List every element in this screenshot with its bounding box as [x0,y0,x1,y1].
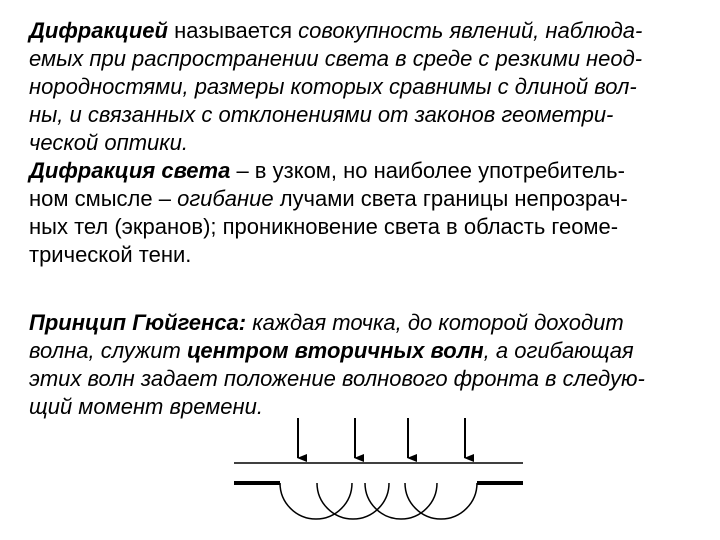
definition-line-3: нородностями, размеры которых сравнимы с длиной вол- [29,74,637,99]
huygens-line-4: щий момент времени. [29,394,263,419]
huygens-text: каждая точка, до которой доходит [246,310,624,335]
secondary-wavelet [365,483,437,519]
light-diffraction-text-a: ном смысле – [29,186,178,211]
term-light-diffraction: Дифракция света [29,158,231,183]
light-diffraction-line-1 [29,157,625,185]
term-bending: огибание [177,186,274,211]
definition-line-5: ческой оптики. [29,130,188,155]
definition-text-start: совокупность явлений, наблюда- [298,18,643,43]
light-diffraction-line-2 [29,185,628,213]
definition-line-1 [29,17,642,45]
secondary-wavelet [317,483,389,519]
light-diffraction-text-c: лучами света границы непрозрач- [273,186,628,211]
secondary-wavelet [405,483,477,519]
secondary-wavelet [280,483,352,519]
huygens-line-3: этих волн задает положение волнового фронта в следую- [29,366,645,391]
definition-line-2: емых при распространении света в среде с резкими неод- [29,46,643,71]
huygens-text-a: волна, служит [29,338,187,363]
term-secondary-wave-centers: центром вторичных волн [186,338,484,363]
term-huygens-principle: Принцип Гюйгенса: [29,310,247,335]
huygens-line-2 [29,337,634,365]
light-diffraction-text: – в узком, но наиболее употребитель- [230,158,625,183]
definition-verb: называется [167,18,299,43]
definition-line-4: ны, и связанных с отклонениями от законов геометри- [29,102,614,127]
light-diffraction-line-4: трической тени. [29,242,192,267]
term-diffraction: Дифракцией [29,18,168,43]
huygens-text-c: , а огибающая [483,338,634,363]
huygens-line-1 [29,309,624,337]
light-diffraction-line-3: ных тел (экранов); проникновение света в область геоме- [29,214,619,239]
